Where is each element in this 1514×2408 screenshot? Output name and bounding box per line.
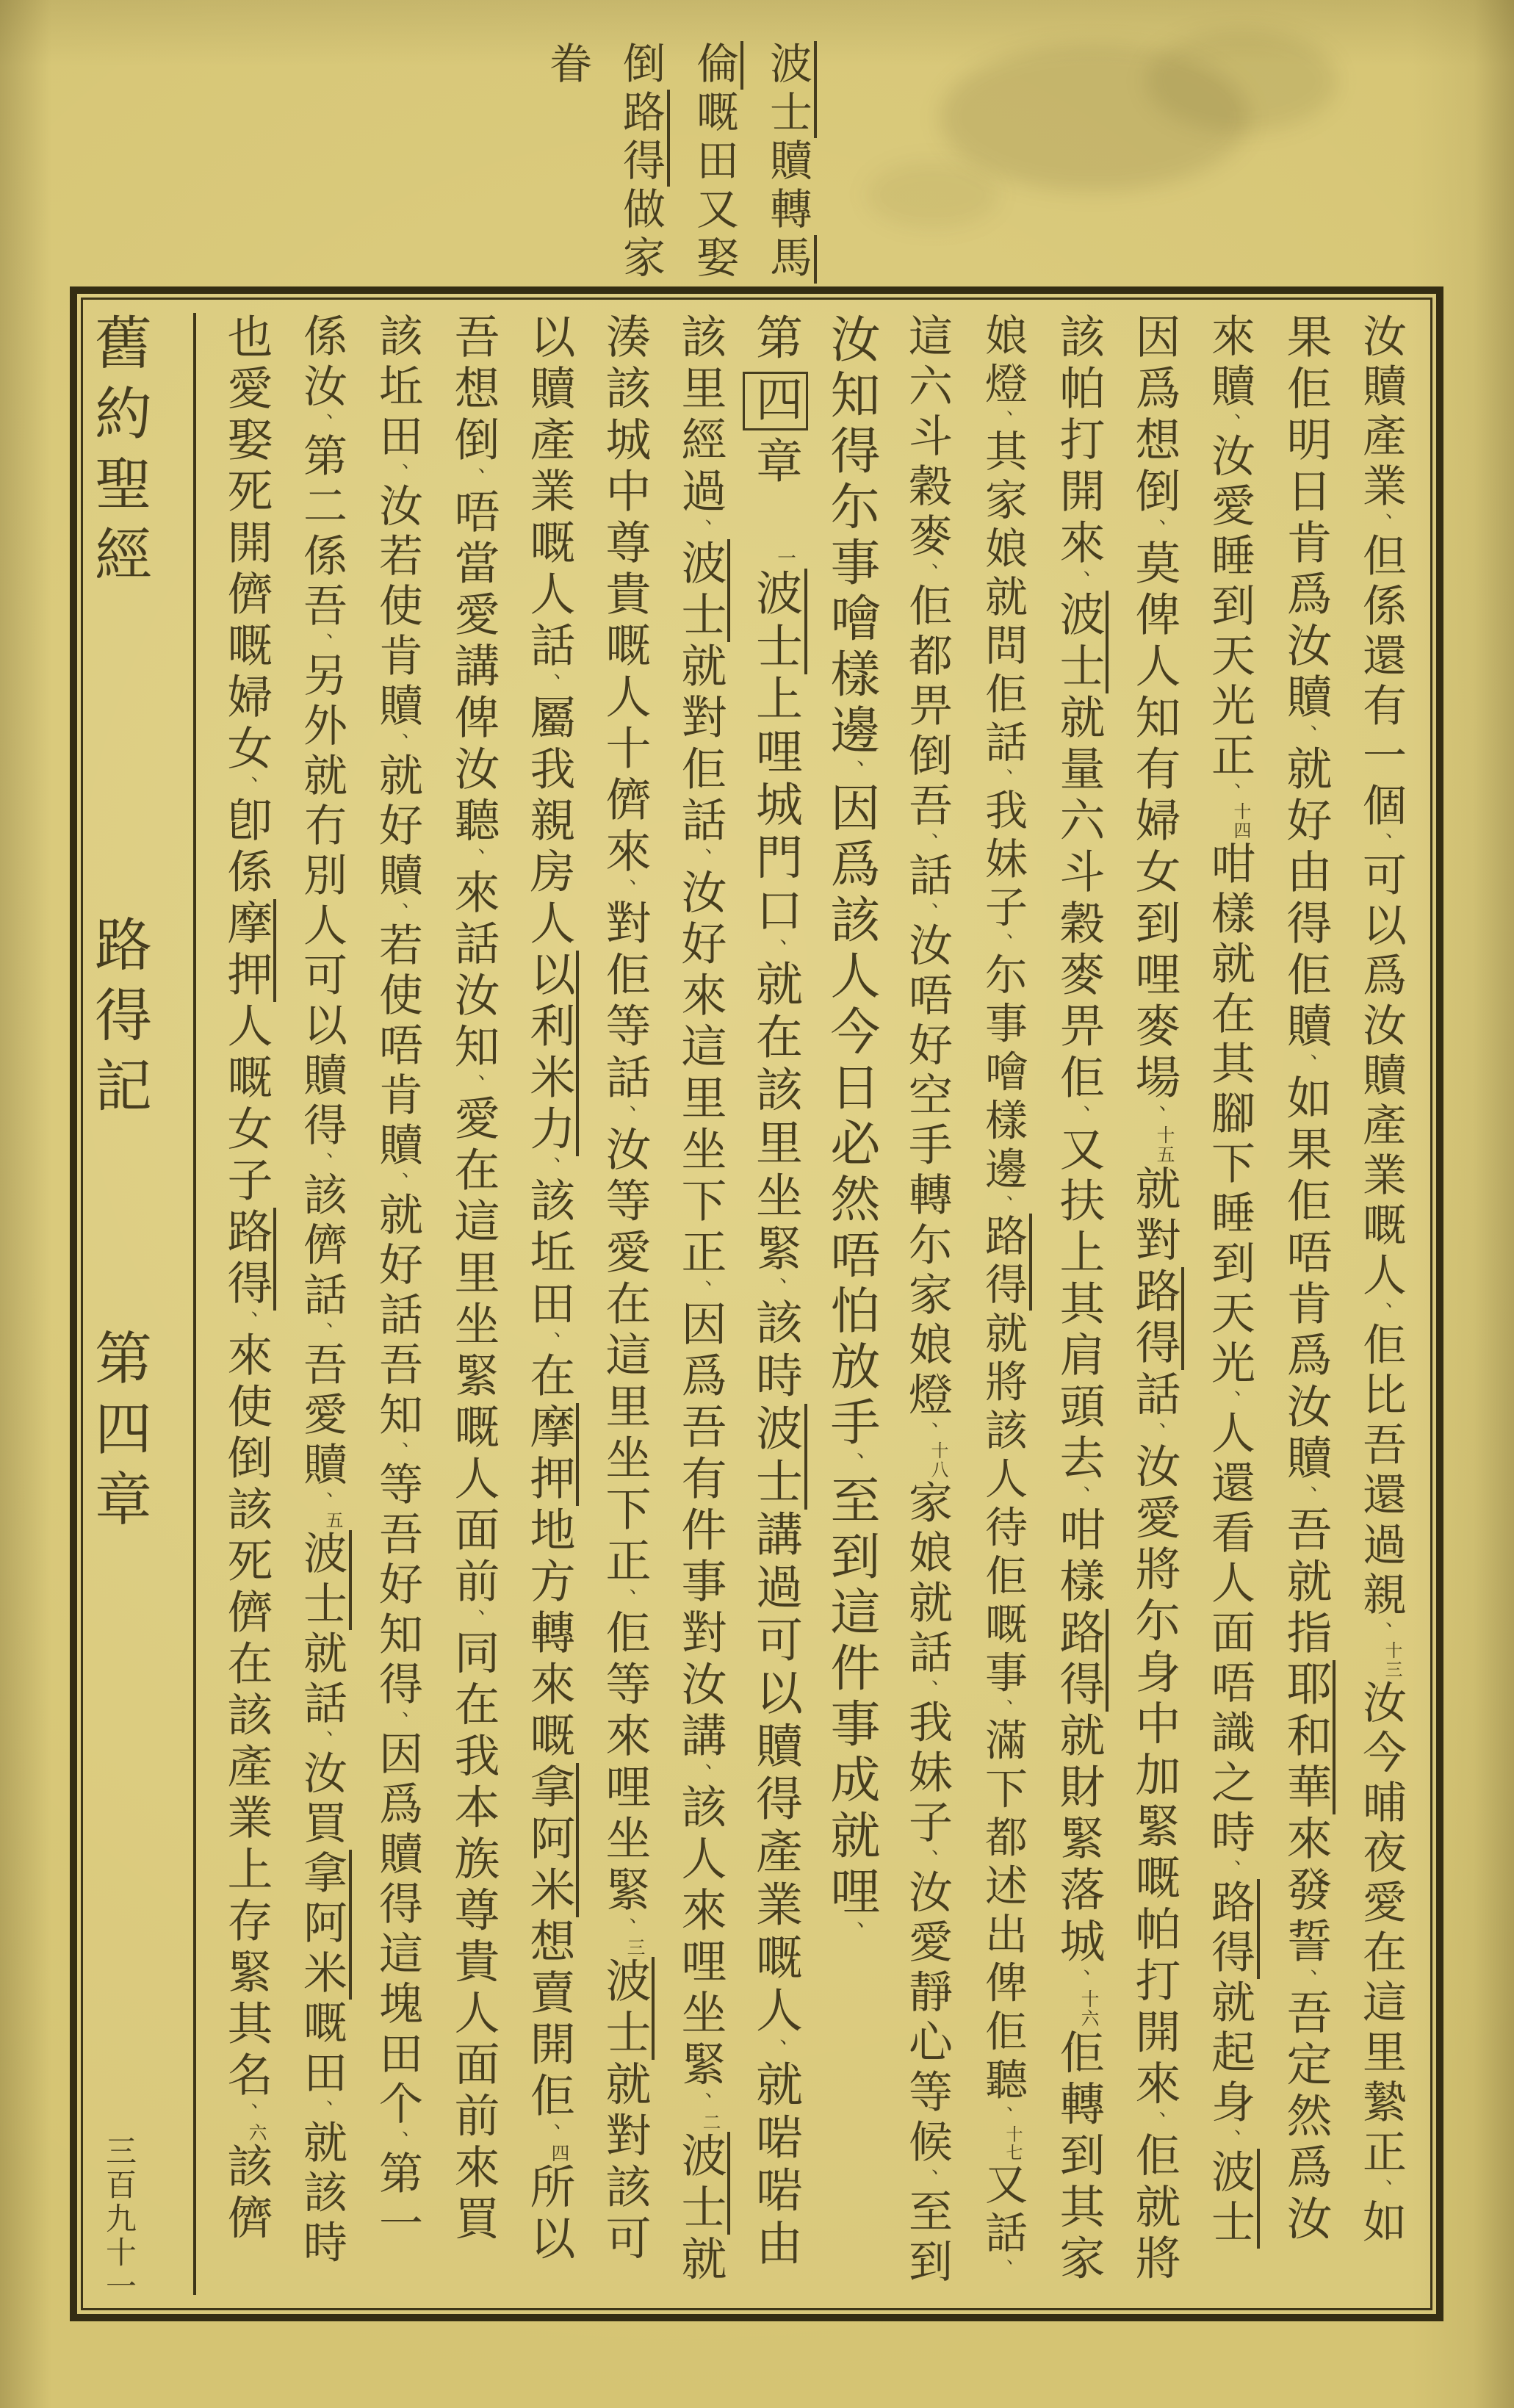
text-run: 章 xyxy=(749,436,801,489)
text-run: 就財緊落城 xyxy=(1053,1711,1103,1969)
text-run: 話 xyxy=(1128,1370,1178,1422)
text-run: 地方轉來嘅 xyxy=(523,1505,573,1763)
punctuation: 、 xyxy=(311,413,333,433)
title-spacer xyxy=(118,1203,119,1251)
punctuation: 、 xyxy=(992,1194,1013,1214)
punctuation: 、 xyxy=(1370,832,1392,852)
punctuation: 、 xyxy=(992,933,1013,953)
verse-number: 十五 xyxy=(1154,1125,1174,1165)
text-run: 就在該里坐緊 xyxy=(749,959,801,1277)
text-run: 吾就指 xyxy=(1280,1505,1330,1660)
text-run: 汝唔好空手轉尓家娘燈 xyxy=(903,922,951,1421)
punctuation: 、 xyxy=(311,632,333,652)
text-run: 湊該城中尊貴嘅人十儕來 xyxy=(599,313,649,879)
text-run: 來使倒該死儕在該產業上存緊其名 xyxy=(220,1330,270,2102)
text-run: 汝知得尓事噲樣邊 xyxy=(823,313,879,760)
text-run: 屬我親房人 xyxy=(523,693,573,951)
text-column-14 xyxy=(359,313,435,2295)
text-run: 又話 xyxy=(978,2162,1026,2260)
text-column-4 xyxy=(1116,313,1192,2295)
text-run: 汝贖產業 xyxy=(1357,313,1405,513)
verse-number: 二 xyxy=(700,2112,720,2133)
text-run: 在 xyxy=(523,1351,573,1403)
punctuation: 、 xyxy=(386,1711,408,1731)
punctuation: 、 xyxy=(992,1698,1013,1718)
chapter-number-boxed: 四 xyxy=(743,372,808,430)
punctuation: 、 xyxy=(386,732,408,752)
text-run: 因爲吾有件事對汝講 xyxy=(674,1299,724,1763)
text-run: 家娘就話 xyxy=(903,1479,951,1679)
text-area xyxy=(83,300,1430,2308)
punctuation: 、 xyxy=(1219,2129,1241,2149)
punctuation: 、 xyxy=(916,2169,938,2188)
punctuation: 、 xyxy=(386,2130,408,2150)
text-run: 因爲贖得這塊田个 xyxy=(373,1731,422,2130)
title-spacer xyxy=(118,672,119,837)
text-run: 但係還有一個 xyxy=(1357,533,1405,832)
text-run: 就好話吾知 xyxy=(373,1192,422,1441)
punctuation: 、 xyxy=(688,1279,711,1300)
text-run: 係汝 xyxy=(298,313,346,413)
punctuation: 、 xyxy=(1294,1968,1316,1989)
text-run: 汝等愛在這里坐下正 xyxy=(599,1125,649,1588)
punctuation: 、 xyxy=(916,832,938,852)
punctuation: 、 xyxy=(1370,1621,1392,1641)
punctuation: 、 xyxy=(386,902,408,922)
text-run: 若使唔肯贖 xyxy=(373,922,422,1172)
proper-name: 路得 xyxy=(616,90,670,187)
title-column xyxy=(60,313,177,2304)
text-column-8 xyxy=(813,313,889,2295)
text-run: 第一 xyxy=(373,2150,422,2250)
text-column-10 xyxy=(662,313,738,2295)
text-run: 因爲想倒 xyxy=(1128,313,1178,519)
annotation-column-4 xyxy=(535,41,598,90)
text-run: 就話 xyxy=(298,1630,346,1730)
text-run: 該儕 xyxy=(220,2142,270,2246)
scan-smudge xyxy=(867,162,999,228)
text-run: 眷 xyxy=(543,41,591,90)
text-run: 話 xyxy=(903,852,951,902)
proper-name: 波士 xyxy=(749,1404,807,1510)
text-run: 莫俾人知有婦女到哩麥場 xyxy=(1128,538,1178,1105)
punctuation: 、 xyxy=(1219,1859,1241,1879)
punctuation: 、 xyxy=(1067,570,1089,591)
text-run: 汝買 xyxy=(298,1750,346,1850)
punctuation: 、 xyxy=(461,467,484,488)
text-run: 也愛娶死開儕嘅婦女 xyxy=(220,313,270,776)
punctuation: 、 xyxy=(537,1330,560,1352)
text-run: 汝愛將尓身中加緊嘅帕打開來 xyxy=(1128,1442,1178,2111)
text-run: 汝愛靜心等候 xyxy=(903,1869,951,2169)
text-run: 佢比吾還過親 xyxy=(1357,1322,1405,1621)
text-run: 嘅田又娶 xyxy=(690,90,738,284)
verse-number: 四 xyxy=(549,2143,569,2163)
verse-number: 五 xyxy=(322,1511,342,1530)
text-column-6 xyxy=(965,313,1040,2295)
title-divider-rule xyxy=(193,313,196,2295)
punctuation: 、 xyxy=(311,1491,333,1511)
punctuation: 、 xyxy=(839,1452,864,1475)
punctuation: 、 xyxy=(1294,1485,1316,1506)
text-run: 果佢明日肯爲汝贖 xyxy=(1280,313,1330,724)
text-run: 就 xyxy=(674,2235,724,2287)
punctuation: 、 xyxy=(839,760,864,782)
verse-number: 三 xyxy=(624,1937,644,1958)
proper-name: 以利米力 xyxy=(523,951,579,1156)
text-run: 就對該可 xyxy=(599,2060,649,2266)
proper-name: 波士 xyxy=(763,41,817,138)
punctuation: 、 xyxy=(1370,513,1392,533)
punctuation: 、 xyxy=(688,2091,711,2113)
text-run: 就該時 xyxy=(298,2119,346,2269)
text-run: 就好贖 xyxy=(373,752,422,902)
punctuation: 、 xyxy=(1067,1485,1089,1506)
text-run: 以贖產業嘅人話 xyxy=(523,313,573,673)
punctuation: 、 xyxy=(311,1730,333,1750)
text-column-13 xyxy=(435,313,511,2295)
text-column-5 xyxy=(1040,313,1116,2295)
text-run: 該坵田 xyxy=(373,313,422,463)
book-series-title: 舊約聖經 xyxy=(87,313,151,595)
punctuation: 、 xyxy=(234,2102,257,2123)
header-annotation xyxy=(535,41,818,288)
text-run: 咁樣 xyxy=(1053,1505,1103,1609)
punctuation: 、 xyxy=(1067,1104,1089,1125)
punctuation: 、 xyxy=(311,1322,333,1341)
punctuation: 、 xyxy=(992,768,1013,788)
text-run: 就量六斗穀麥畀佢 xyxy=(1053,693,1103,1105)
annotation-column-1 xyxy=(755,41,818,284)
punctuation: 、 xyxy=(537,2122,560,2144)
text-run: 吾愛贖 xyxy=(298,1341,346,1491)
text-run: 如果佢唔肯爲汝贖 xyxy=(1280,1073,1330,1485)
text-run: 又扶上其肩頭去 xyxy=(1053,1125,1103,1485)
text-run: 來發誓 xyxy=(1280,1814,1330,1969)
text-run: 我妹子 xyxy=(903,1699,951,1849)
scan-smudge xyxy=(940,44,1249,191)
punctuation: 、 xyxy=(1142,2110,1165,2132)
punctuation: 、 xyxy=(839,1921,864,1944)
verse-number: 十三 xyxy=(1382,1641,1401,1679)
punctuation: 、 xyxy=(461,847,484,868)
punctuation: 、 xyxy=(763,2038,787,2061)
text-run: 就對 xyxy=(1128,1164,1178,1268)
text-run: 可以爲汝贖產業嘅人 xyxy=(1357,852,1405,1302)
text-run: 佢就將 xyxy=(1128,2131,1178,2286)
text-run: 該人來哩坐緊 xyxy=(674,1783,724,2092)
text-run: 至到 xyxy=(903,2188,951,2288)
proper-name: 波士 xyxy=(298,1530,352,1630)
punctuation: 、 xyxy=(1370,1302,1392,1322)
punctuation: 、 xyxy=(916,563,938,583)
punctuation: 、 xyxy=(916,1421,938,1441)
text-run: 卽係 xyxy=(220,796,270,899)
punctuation: 、 xyxy=(763,938,787,960)
text-run: 佢轉到其家 xyxy=(1053,2028,1103,2286)
punctuation: 、 xyxy=(1370,2179,1392,2199)
text-run: 來話汝知 xyxy=(447,868,497,1074)
punctuation: 、 xyxy=(992,410,1013,430)
proper-name: 倫 xyxy=(690,41,743,90)
punctuation: 、 xyxy=(386,1441,408,1461)
text-run: 汝愛睡到天光正 xyxy=(1205,433,1254,782)
text-run: 來贖 xyxy=(1205,313,1254,413)
text-run: 就對佢話 xyxy=(674,641,724,848)
chapter-label: 第四章 xyxy=(87,1328,151,1540)
proper-name: 路得 xyxy=(978,1214,1032,1311)
verse-number: 十六 xyxy=(1078,1989,1098,2029)
proper-name: 耶和華 xyxy=(1280,1660,1335,1814)
punctuation: 、 xyxy=(688,519,711,539)
text-run: 就起身 xyxy=(1205,1979,1254,2129)
text-run: 第 xyxy=(749,313,801,366)
punctuation: 、 xyxy=(537,1156,560,1177)
punctuation: 、 xyxy=(386,1172,408,1192)
text-run: 至到這件事成就哩 xyxy=(823,1474,879,1922)
text-run: 第二係吾 xyxy=(298,433,346,632)
punctuation: 、 xyxy=(537,673,560,693)
punctuation: 、 xyxy=(1067,1968,1089,1989)
inner-frame-rule xyxy=(81,298,1432,2310)
punctuation: 、 xyxy=(916,1849,938,1869)
punctuation: 、 xyxy=(1142,1104,1165,1125)
annotation-column-3 xyxy=(608,41,671,284)
text-run: 這六斗穀麥 xyxy=(903,313,951,563)
punctuation: 、 xyxy=(613,1587,635,1609)
punctuation: 、 xyxy=(461,1608,484,1629)
text-run: 該帕打開來 xyxy=(1053,313,1103,570)
text-run: 佢都畀倒吾 xyxy=(903,583,951,832)
proper-name: 拿阿米 xyxy=(298,1850,352,2000)
text-run: 嘅田 xyxy=(298,2000,346,2099)
punctuation: 、 xyxy=(1219,782,1241,802)
page-frame xyxy=(70,286,1443,2321)
page-number: 三百九十一 xyxy=(101,2135,135,2304)
text-column-12 xyxy=(511,313,586,2295)
text-run: 該時 xyxy=(749,1298,801,1405)
text-run: 做家 xyxy=(616,187,664,284)
proper-name: 波士 xyxy=(1053,591,1109,693)
verse-number: 一 xyxy=(775,548,796,569)
verse-number: 六 xyxy=(246,2122,266,2143)
text-run: 講過可以贖得產業嘅人 xyxy=(749,1510,801,2039)
text-run: 滿下都述出俾佢聽 xyxy=(978,1717,1026,2106)
text-column-1 xyxy=(1343,313,1419,2295)
punctuation: 、 xyxy=(916,1679,938,1699)
text-run: 其家娘就問佢話 xyxy=(978,429,1026,769)
text-run: 我妹子 xyxy=(978,787,1026,934)
text-run: 該儕話 xyxy=(298,1172,346,1322)
text-run: 等吾好知得 xyxy=(373,1461,422,1711)
verse-number: 十七 xyxy=(1003,2124,1022,2163)
text-run: 同在我本族尊貴人面前來買 xyxy=(447,1629,497,2246)
proper-name: 路得 xyxy=(1128,1267,1184,1370)
text-run: 所以 xyxy=(523,2163,573,2266)
punctuation: 、 xyxy=(1294,724,1316,745)
punctuation: 、 xyxy=(234,1310,257,1331)
proper-name: 路得 xyxy=(1205,1879,1260,1979)
punctuation: 、 xyxy=(1142,1421,1165,1443)
text-run: 咁樣就在其腳下睡到天光 xyxy=(1205,840,1254,1390)
text-run: 佢等來哩坐緊 xyxy=(599,1608,649,1917)
proper-name: 波士 xyxy=(599,1957,655,2060)
text-run: 尓事噲樣邊 xyxy=(978,952,1026,1195)
text-run: 倒 xyxy=(616,41,664,90)
scan-smudge xyxy=(1146,29,1337,132)
punctuation: 、 xyxy=(1294,1053,1316,1074)
text-run: 吾定然爲汝 xyxy=(1280,1989,1330,2246)
title-spacer xyxy=(118,1617,119,2058)
text-run: 因爲該人今日必然唔怕放手 xyxy=(823,782,879,1452)
punctuation: 、 xyxy=(688,1762,711,1784)
punctuation: 、 xyxy=(386,463,408,483)
text-column-15 xyxy=(284,313,359,2295)
punctuation: 、 xyxy=(992,2259,1013,2279)
punctuation: 、 xyxy=(311,2099,333,2119)
text-run: 該坵田 xyxy=(523,1176,573,1331)
text-run: 就將該人待佢嘅事 xyxy=(978,1311,1026,1699)
annotation-column-2 xyxy=(682,41,745,284)
punctuation: 、 xyxy=(613,1917,635,1938)
verse-number: 十四 xyxy=(1230,802,1250,840)
proper-name: 摩押 xyxy=(523,1403,579,1506)
punctuation: 、 xyxy=(234,776,257,796)
text-run: 吾想倒 xyxy=(447,313,497,467)
text-run: 另外就冇別人可以贖得 xyxy=(298,652,346,1152)
punctuation: 、 xyxy=(688,847,711,868)
punctuation: 、 xyxy=(613,1104,635,1125)
proper-name: 波士 xyxy=(674,2132,730,2235)
text-column-16 xyxy=(208,313,284,2295)
text-column-7 xyxy=(889,313,965,2295)
text-column-11 xyxy=(586,313,662,2295)
text-run: 對佢等話 xyxy=(599,898,649,1105)
punctuation: 、 xyxy=(613,879,635,899)
punctuation: 、 xyxy=(763,1277,787,1299)
text-run: 想賣開佢 xyxy=(523,1917,573,2123)
text-run: 就好由得佢贖 xyxy=(1280,744,1330,1053)
text-run: 汝好來這里坐下正 xyxy=(674,868,724,1280)
text-run: 唔當愛講俾汝聽 xyxy=(447,487,497,848)
column-gap xyxy=(774,489,776,548)
proper-name: 拿阿米 xyxy=(523,1763,579,1917)
proper-name: 摩押 xyxy=(220,899,276,1002)
text-column-2 xyxy=(1267,313,1343,2295)
text-run: 如 xyxy=(1357,2199,1405,2249)
proper-name: 路得 xyxy=(220,1208,276,1311)
proper-name: 馬 xyxy=(763,235,817,284)
punctuation: 、 xyxy=(916,902,938,922)
punctuation: 、 xyxy=(1219,413,1241,433)
punctuation: 、 xyxy=(461,1073,484,1095)
text-column-9 xyxy=(738,313,813,2295)
verse-number: 十八 xyxy=(928,1441,947,1479)
proper-name: 波士 xyxy=(1205,2149,1260,2249)
punctuation: 、 xyxy=(1142,519,1165,539)
text-column-3 xyxy=(1192,313,1267,2295)
text-run: 該里經過 xyxy=(674,313,724,519)
text-run: 人嘅女子 xyxy=(220,1001,270,1208)
text-run: 就啱啱由 xyxy=(749,2060,801,2272)
text-run: 上哩城門口 xyxy=(749,674,801,939)
text-run: 贖轉 xyxy=(763,138,811,235)
punctuation: 、 xyxy=(311,1152,333,1172)
book-name: 路得記 xyxy=(87,915,151,1126)
text-run: 汝若使肯贖 xyxy=(373,483,422,732)
punctuation: 、 xyxy=(1219,1390,1241,1410)
proper-name: 路得 xyxy=(1053,1609,1109,1712)
text-run: 愛在這里坐緊嘅人面前 xyxy=(447,1094,497,1609)
text-run: 娘燈 xyxy=(978,313,1026,410)
text-run: 人還看人面唔識之時 xyxy=(1205,1410,1254,1859)
punctuation: 、 xyxy=(992,2105,1013,2125)
proper-name: 波士 xyxy=(749,569,807,674)
proper-name: 波士 xyxy=(674,539,730,642)
text-run: 汝今晡夜愛在這里縶正 xyxy=(1357,1679,1405,2179)
